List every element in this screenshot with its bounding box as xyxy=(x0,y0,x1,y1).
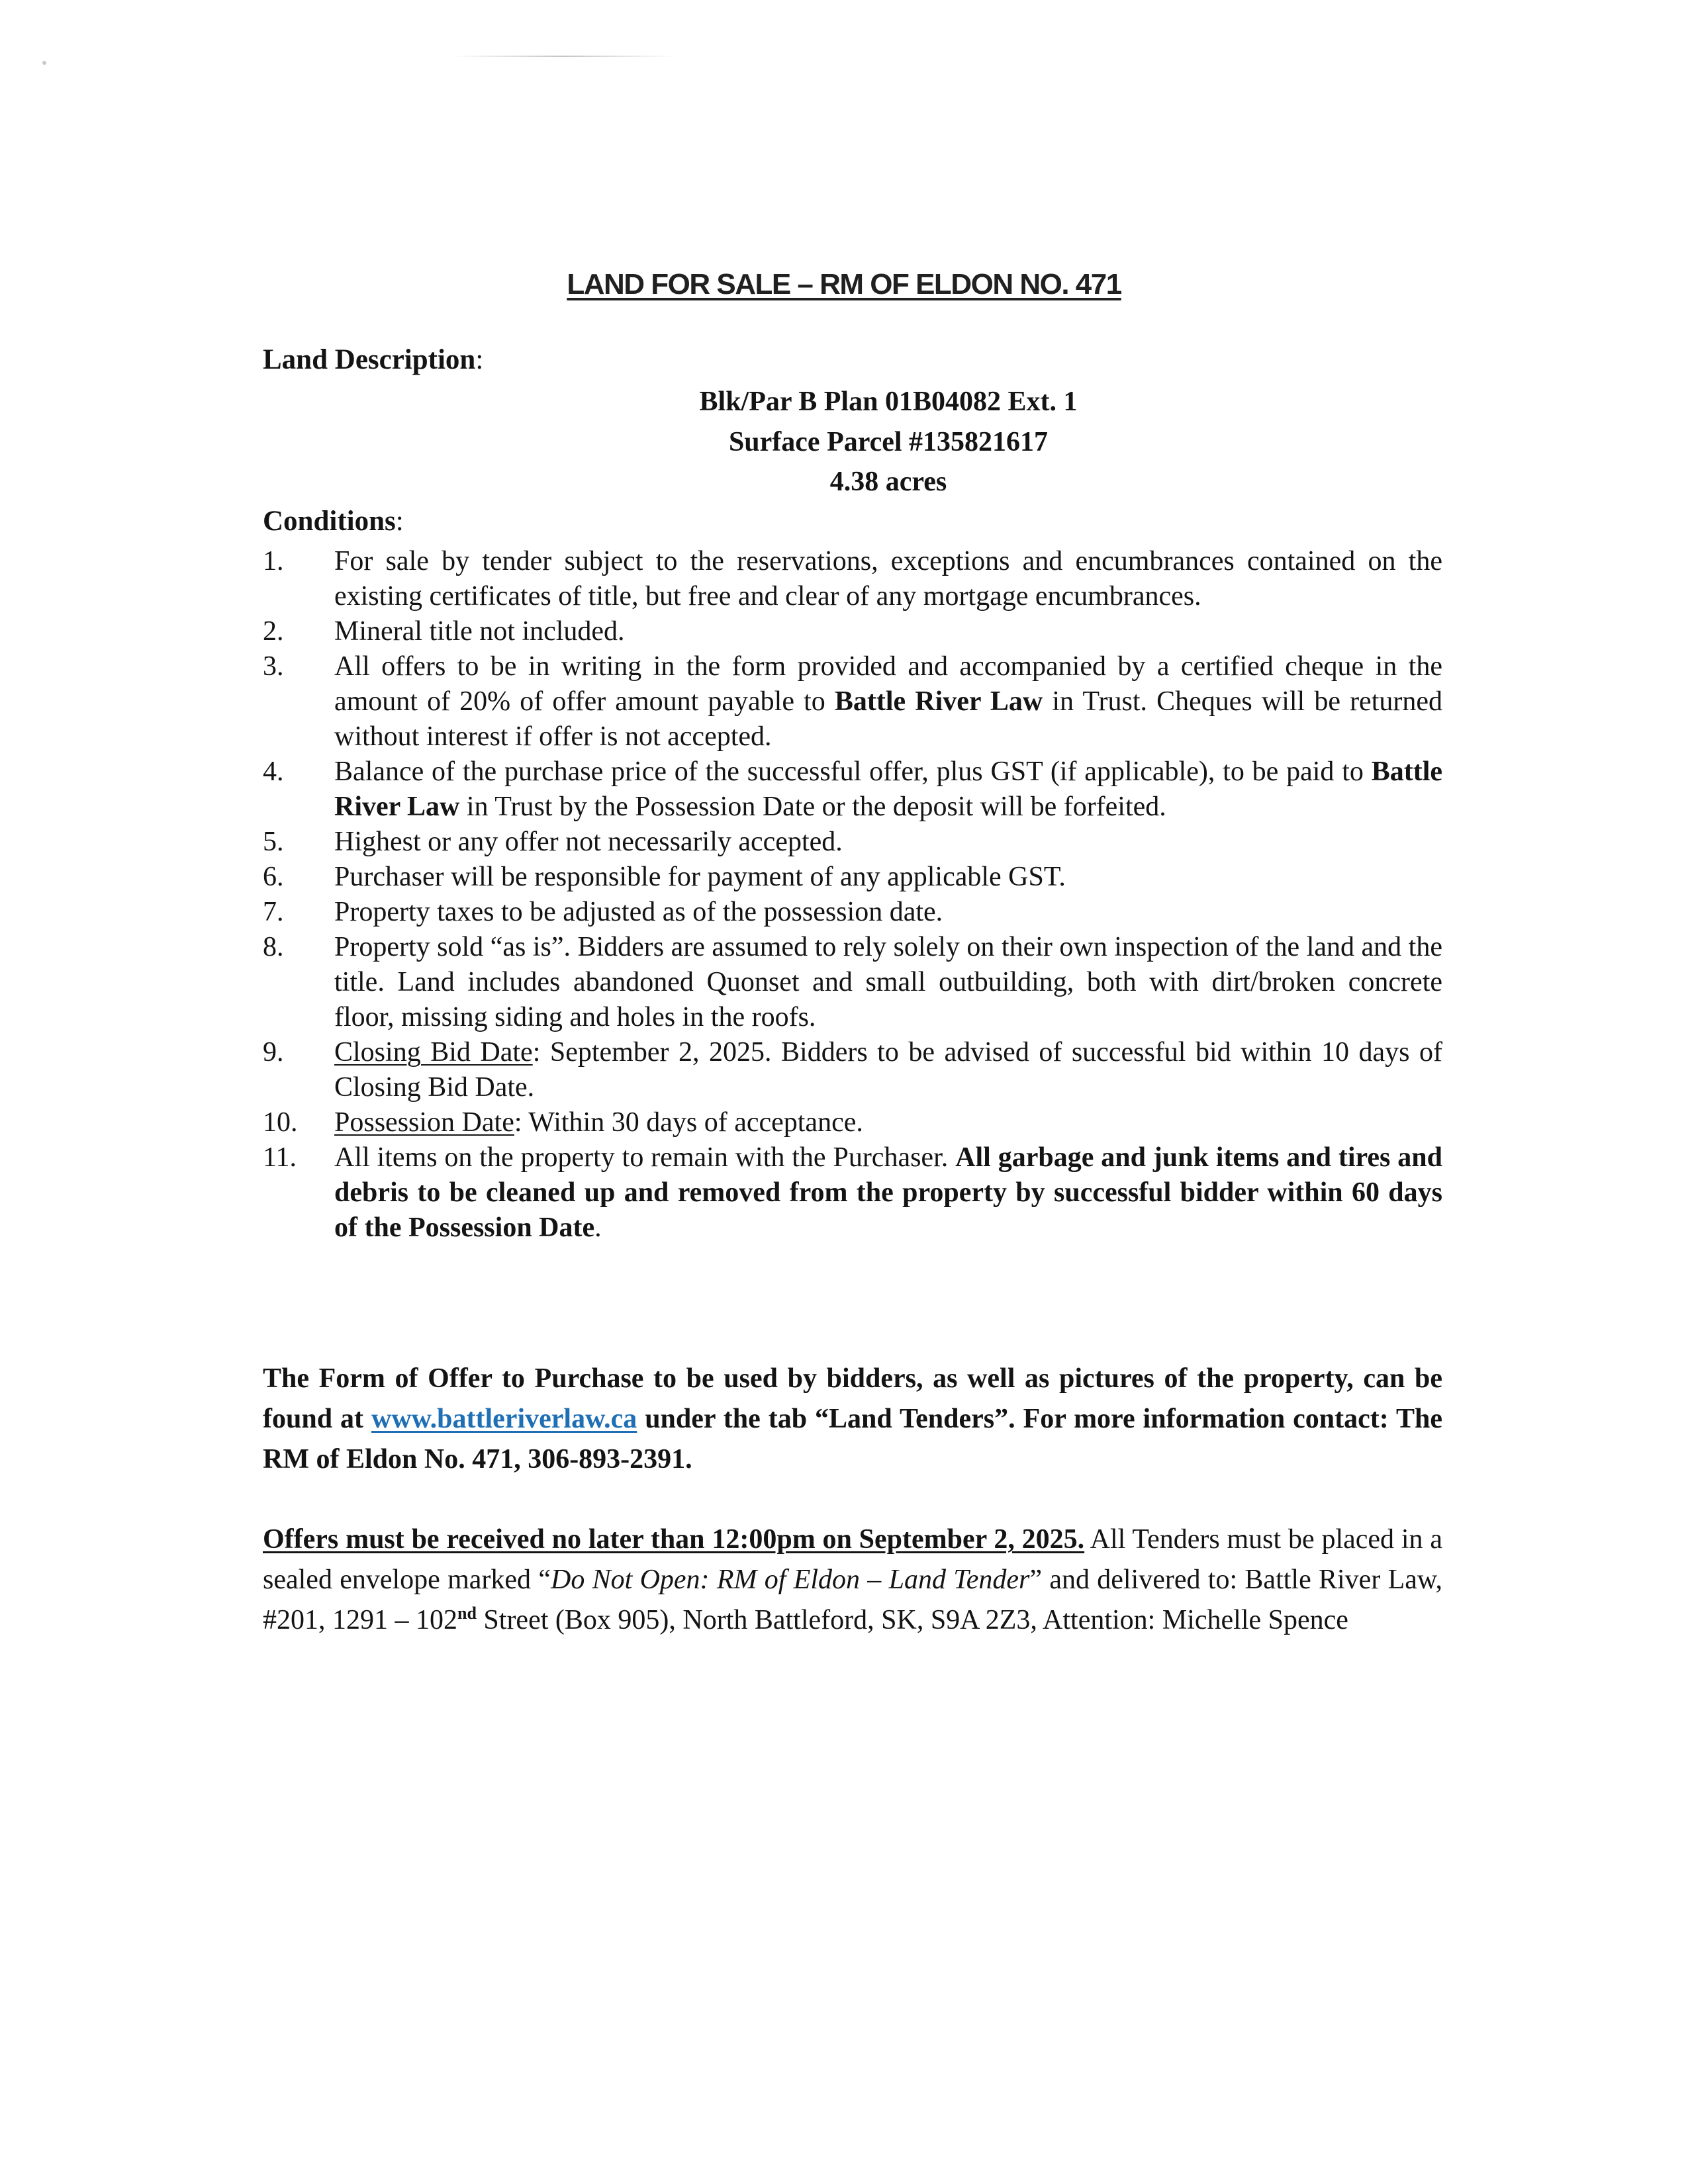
deadline-text: All Tenders must be placed in a sealed envelope marked “ xyxy=(263,1524,1442,1595)
conditions-heading xyxy=(263,502,404,541)
condition-text xyxy=(334,1140,1442,1246)
condition-text-part: in Trust by the Possession Date or the deposit will be forfeited. xyxy=(459,792,1166,822)
deadline-paragraph xyxy=(263,1520,1442,1641)
condition-text-part: : September 2, 2025. Bidders to be advised of successful bid within 10 days of Closing Bid Date. xyxy=(334,1037,1442,1103)
condition-text: Property sold “as is”. Bidders are assumed to rely solely on their own inspection of the land and the title. Land includes abandoned Quonset and small outbuilding, both with dirt/broken concrete floor, missing siding and holes in the roofs. xyxy=(334,932,1442,1032)
land-line-plan: Blk/Par B Plan 01B04082 Ext. 1 xyxy=(699,387,1078,417)
condition-text: Purchaser will be responsible for payment of any applicable GST. xyxy=(334,862,1066,892)
offer-form-text: The Form of Offer to Purchase to be used by bidders, as well as pictures of the property, can be found at xyxy=(263,1363,1442,1434)
condition-text xyxy=(334,649,1442,754)
condition-number: 11. xyxy=(263,1142,297,1173)
land-description-label: Land Description xyxy=(263,344,476,375)
conditions-label: Conditions xyxy=(263,506,396,537)
cleanup-requirement: All garbage and junk items and tires and debris to be cleaned up and removed from the property by successful bidder within 60 days of the Possession Date xyxy=(334,1142,1442,1243)
condition-number: 10. xyxy=(263,1107,298,1138)
condition-text: For sale by tender subject to the reservations, exceptions and encumbrances contained on the existing certificates of title, but free and clear of any mortgage encumbrances. xyxy=(334,546,1442,612)
offer-form-text: under the tab “Land Tenders”. For more information contact: The RM of Eldon No. 471, 306-893-2391. xyxy=(263,1404,1442,1475)
condition-text: Mineral title not included. xyxy=(334,616,625,647)
offer-form-paragraph xyxy=(263,1359,1442,1480)
condition-item-8 xyxy=(263,930,1442,1035)
condition-item-11 xyxy=(263,1140,1442,1246)
condition-number: 6. xyxy=(263,862,284,892)
condition-item-4 xyxy=(263,754,1442,825)
scan-artifact-dot xyxy=(42,61,46,65)
conditions-list xyxy=(263,544,1442,1246)
ordinal-suffix: nd xyxy=(457,1604,477,1623)
document-title: LAND FOR SALE – RM OF ELDON NO. 471 xyxy=(567,268,1121,300)
condition-number: 7. xyxy=(263,897,284,927)
condition-text-part: Balance of the purchase price of the successful offer, plus GST (if applicable), to be paid to xyxy=(334,756,1372,787)
condition-text: Property taxes to be adjusted as of the possession date. xyxy=(334,897,943,927)
condition-text-part: in Trust. Cheques will be returned without interest if offer is not accepted. xyxy=(334,686,1442,752)
condition-item-9 xyxy=(263,1035,1442,1105)
condition-text xyxy=(334,1105,1442,1140)
condition-item-5 xyxy=(263,825,1442,860)
condition-text: Highest or any offer not necessarily accepted. xyxy=(334,827,843,857)
condition-item-2 xyxy=(263,614,1442,649)
condition-number: 3. xyxy=(263,651,284,682)
envelope-marking: Do Not Open: RM of Eldon – Land Tender xyxy=(550,1565,1030,1595)
deadline-text: ” and delivered to: Battle River Law, #201, 1291 – 102 xyxy=(263,1565,1442,1635)
land-description-colon: : xyxy=(475,344,484,375)
deadline-text: Street (Box 905), North Battleford, SK, S9A 2Z3, Attention: Michelle Spence xyxy=(476,1605,1348,1635)
payee-name: Battle River Law xyxy=(834,686,1043,717)
possession-date-label: Possession Date xyxy=(334,1107,514,1138)
condition-text-part: All offers to be in writing in the form provided and accompanied by a certified cheque in the amount of 20% of offer amount payable to xyxy=(334,651,1442,717)
condition-item-7 xyxy=(263,895,1442,930)
condition-number: 5. xyxy=(263,827,284,857)
land-line-acres: 4.38 acres xyxy=(829,467,947,497)
condition-text xyxy=(334,1035,1442,1105)
closing-bid-date-label: Closing Bid Date xyxy=(334,1037,533,1068)
condition-text-end: . xyxy=(594,1212,602,1243)
condition-number: 4. xyxy=(263,756,284,787)
payee-name: Battle River Law xyxy=(334,756,1442,822)
deadline-statement: Offers must be received no later than 12:00pm on September 2, 2025. xyxy=(263,1524,1085,1555)
conditions-colon: : xyxy=(395,506,404,537)
condition-text xyxy=(334,754,1442,825)
condition-number: 2. xyxy=(263,616,284,647)
land-line-parcel: Surface Parcel #135821617 xyxy=(728,427,1049,457)
website-link[interactable]: www.battleriverlaw.ca xyxy=(371,1404,637,1434)
condition-text-part: All items on the property to remain with the Purchaser. xyxy=(334,1142,956,1173)
condition-item-1 xyxy=(263,544,1442,614)
condition-item-3 xyxy=(263,649,1442,754)
condition-item-10 xyxy=(263,1105,1442,1140)
condition-number: 8. xyxy=(263,932,284,962)
condition-text-part: : Within 30 days of acceptance. xyxy=(514,1107,863,1138)
condition-number: 9. xyxy=(263,1037,284,1068)
condition-item-6 xyxy=(263,860,1442,895)
condition-number: 1. xyxy=(263,546,284,576)
land-description-heading xyxy=(263,340,483,380)
scan-artifact-line xyxy=(450,56,675,57)
